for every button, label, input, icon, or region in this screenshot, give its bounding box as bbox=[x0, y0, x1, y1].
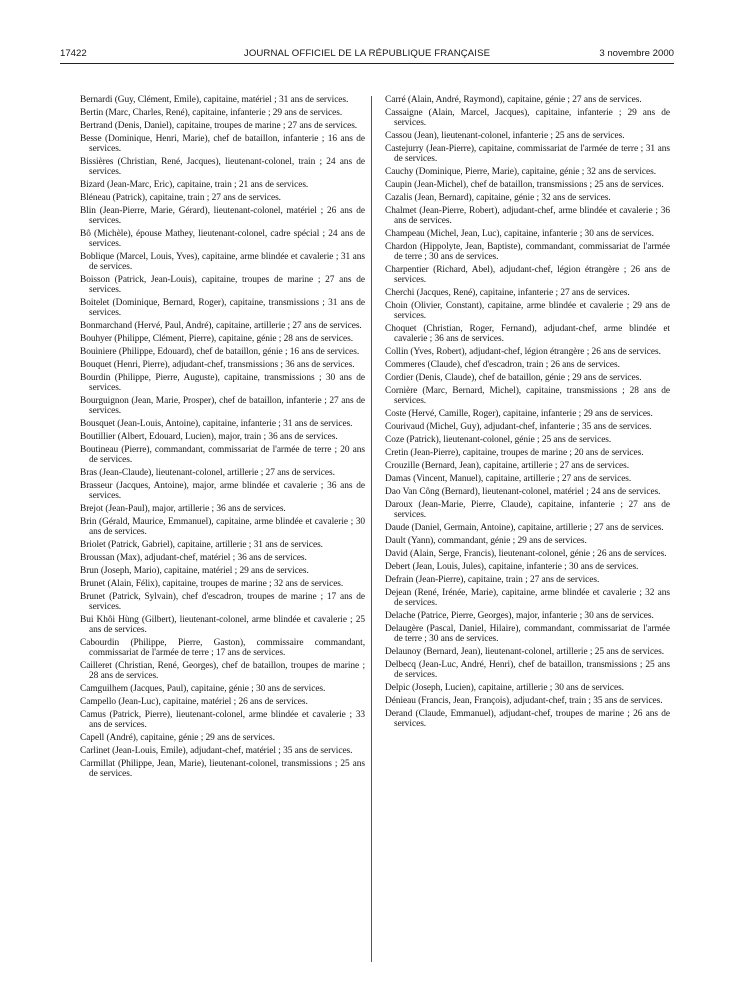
list-item: Champeau (Michel, Jean, Luc), capitaine, infanterie ; 30 ans de services. bbox=[385, 229, 654, 239]
list-item: Dejean (René, Irénée, Marie), capitaine, arme blindée et cavalerie ; 32 ans de services. bbox=[385, 588, 670, 608]
list-item: Camus (Patrick, Pierre), lieutenant-colonel, arme blindée et cavalerie ; 33 ans de services. bbox=[80, 710, 365, 730]
list-item: Cauchy (Dominique, Pierre, Marie), capitaine, génie ; 32 ans de services. bbox=[385, 167, 656, 177]
list-item: Bras (Jean-Claude), lieutenant-colonel, artillerie ; 27 ans de services. bbox=[80, 468, 335, 478]
list-item: Brejot (Jean-Paul), major, artillerie ; 36 ans de services. bbox=[80, 504, 286, 514]
list-item: Cherchi (Jacques, René), capitaine, infanterie ; 27 ans de services. bbox=[385, 288, 630, 298]
page-number: 17422 bbox=[60, 48, 87, 59]
list-item: Bourdin (Philippe, Pierre, Auguste), capitaine, transmissions ; 30 ans de services. bbox=[80, 373, 365, 393]
list-item: Daroux (Jean-Marie, Pierre, Claude), capitaine, infanterie ; 27 ans de services. bbox=[385, 500, 670, 520]
list-item: Boutillier (Albert, Edouard, Lucien), major, train ; 36 ans de services. bbox=[80, 432, 338, 442]
list-item: Courivaud (Michel, Guy), adjudant-chef, infanterie ; 35 ans de services. bbox=[385, 422, 652, 432]
list-item: Cordier (Denis, Claude), chef de bataillon, génie ; 29 ans de services. bbox=[385, 373, 642, 383]
list-item: Boblique (Marcel, Louis, Yves), capitaine, arme blindée et cavalerie ; 31 ans de services. bbox=[80, 252, 365, 272]
list-item: Bourguignon (Jean, Marie, Prosper), chef de bataillon, infanterie ; 27 ans de services. bbox=[80, 396, 365, 416]
list-item: Defrain (Jean-Pierre), capitaine, train ; 27 ans de services. bbox=[385, 575, 600, 585]
list-item: Damas (Vincent, Manuel), capitaine, artillerie ; 27 ans de services. bbox=[385, 474, 632, 484]
list-item: Coste (Hervé, Camille, Roger), capitaine, infanterie ; 29 ans de services. bbox=[385, 409, 653, 419]
list-item: Delaugère (Pascal, Daniel, Hilaire), commandant, commissariat de l'armée de terre ; 30 ans de services. bbox=[385, 624, 670, 644]
list-item: Boitelet (Dominique, Bernard, Roger), capitaine, transmissions ; 31 ans de services. bbox=[80, 298, 365, 318]
right-column bbox=[385, 95, 670, 732]
list-item: Bousquet (Jean-Louis, Antoine), capitaine, infanterie ; 31 ans de services. bbox=[80, 419, 353, 429]
list-item: Briolet (Patrick, Gabriel), capitaine, artillerie ; 31 ans de services. bbox=[80, 540, 323, 550]
list-item: Boutineau (Pierre), commandant, commissariat de l'armée de terre ; 20 ans de services. bbox=[80, 445, 365, 465]
list-item: Cabourdin (Philippe, Pierre, Gaston), commissaire commandant, commissariat de l'armée de terre ; 17 ans de services. bbox=[80, 638, 365, 658]
list-item: Chalmet (Jean-Pierre, Robert), adjudant-chef, arme blindée et cavalerie ; 36 ans de services. bbox=[385, 206, 670, 226]
list-item: Coze (Patrick), lieutenant-colonel, génie ; 25 ans de services. bbox=[385, 435, 612, 445]
list-item: Bouhyer (Philippe, Clément, Pierre), capitaine, génie ; 28 ans de services. bbox=[80, 334, 353, 344]
page-header bbox=[60, 47, 674, 61]
list-item: Delbecq (Jean-Luc, André, Henri), chef de bataillon, transmissions ; 25 ans de services. bbox=[385, 660, 670, 680]
list-item: Carmillat (Philippe, Jean, Marie), lieutenant-colonel, transmissions ; 25 ans de services. bbox=[80, 759, 365, 779]
list-item: Cretin (Jean-Pierre), capitaine, troupes de marine ; 20 ans de services. bbox=[385, 448, 644, 458]
list-item: Brin (Gérald, Maurice, Emmanuel), capitaine, arme blindée et cavalerie ; 30 ans de services. bbox=[80, 517, 365, 537]
list-item: Dénieau (Francis, Jean, François), adjudant-chef, train ; 35 ans de services. bbox=[385, 696, 663, 706]
journal-title: JOURNAL OFFICIEL DE LA RÉPUBLIQUE FRANÇAISE bbox=[243, 48, 491, 59]
list-item: Capell (André), capitaine, génie ; 29 ans de services. bbox=[80, 733, 275, 743]
list-item: Dao Van Công (Bernard), lieutenant-colonel, matériel ; 24 ans de services. bbox=[385, 487, 661, 497]
list-item: Collin (Yves, Robert), adjudant-chef, légion étrangère ; 26 ans de services. bbox=[385, 347, 661, 357]
list-item: Cornière (Marc, Bernard, Michel), capitaine, transmissions ; 28 ans de services. bbox=[385, 386, 670, 406]
list-item: Commeres (Claude), chef d'escadron, train ; 26 ans de services. bbox=[385, 360, 620, 370]
list-item: Carré (Alain, André, Raymond), capitaine, génie ; 27 ans de services. bbox=[385, 95, 642, 105]
list-item: Boisson (Patrick, Jean-Louis), capitaine, troupes de marine ; 27 ans de services. bbox=[80, 275, 365, 295]
list-item: David (Alain, Serge, Francis), lieutenant-colonel, génie ; 26 ans de services. bbox=[385, 549, 667, 559]
list-item: Cazalis (Jean, Bernard), capitaine, génie ; 32 ans de services. bbox=[385, 193, 611, 203]
header-rule bbox=[60, 63, 674, 64]
left-column bbox=[80, 95, 365, 782]
list-item: Bô (Michèle), épouse Mathey, lieutenant-colonel, cadre spécial ; 24 ans de services. bbox=[80, 229, 365, 249]
list-item: Broussan (Max), adjudant-chef, matériel ; 36 ans de services. bbox=[80, 553, 307, 563]
list-item: Crouzille (Bernard, Jean), capitaine, artillerie ; 27 ans de services. bbox=[385, 461, 630, 471]
list-item: Bertin (Marc, Charles, René), capitaine, infanterie ; 29 ans de services. bbox=[80, 108, 343, 118]
list-item: Bui Khôi Hùng (Gilbert), lieutenant-colonel, arme blindée et cavalerie ; 25 ans de services. bbox=[80, 615, 365, 635]
publication-date: 3 novembre 2000 bbox=[599, 48, 674, 59]
list-item: Charpentier (Richard, Abel), adjudant-chef, légion étrangère ; 26 ans de services. bbox=[385, 265, 670, 285]
list-item: Brasseur (Jacques, Antoine), major, arme blindée et cavalerie ; 36 ans de services. bbox=[80, 481, 365, 501]
list-item: Derand (Claude, Emmanuel), adjudant-chef, troupes de marine ; 26 ans de services. bbox=[385, 709, 670, 729]
list-item: Besse (Dominique, Henri, Marie), chef de bataillon, infanterie ; 16 ans de services. bbox=[80, 134, 365, 154]
list-item: Cassou (Jean), lieutenant-colonel, infanterie ; 25 ans de services. bbox=[385, 131, 625, 141]
list-item: Bertrand (Denis, Daniel), capitaine, troupes de marine ; 27 ans de services. bbox=[80, 121, 358, 131]
list-item: Bléneau (Patrick), capitaine, train ; 27 ans de services. bbox=[80, 193, 281, 203]
list-item: Campello (Jean-Luc), capitaine, matériel ; 26 ans de services. bbox=[80, 697, 308, 707]
list-item: Camguilhem (Jacques, Paul), capitaine, génie ; 30 ans de services. bbox=[80, 684, 326, 694]
list-item: Delache (Patrice, Pierre, Georges), major, infanterie ; 30 ans de services. bbox=[385, 611, 654, 621]
list-item: Choquet (Christian, Roger, Fernand), adjudant-chef, arme blindée et cavalerie ; 36 ans de services. bbox=[385, 324, 670, 344]
list-item: Daude (Daniel, Germain, Antoine), capitaine, artillerie ; 27 ans de services. bbox=[385, 523, 664, 533]
list-item: Delaunoy (Bernard, Jean), lieutenant-colonel, artillerie ; 25 ans de services. bbox=[385, 647, 665, 657]
list-item: Cassaigne (Alain, Marcel, Jacques), capitaine, infanterie ; 29 ans de services. bbox=[385, 108, 670, 128]
list-item: Dault (Yann), commandant, génie ; 29 ans de services. bbox=[385, 536, 587, 546]
list-item: Choin (Olivier, Constant), capitaine, arme blindée et cavalerie ; 29 ans de services. bbox=[385, 301, 670, 321]
list-item: Blin (Jean-Pierre, Marie, Gérard), lieutenant-colonel, matériel ; 26 ans de services. bbox=[80, 206, 365, 226]
list-item: Bouiniere (Philippe, Edouard), chef de bataillon, génie ; 16 ans de services. bbox=[80, 347, 360, 357]
list-item: Debert (Jean, Louis, Jules), capitaine, infanterie ; 30 ans de services. bbox=[385, 562, 639, 572]
list-item: Caupin (Jean-Michel), chef de bataillon, transmissions ; 25 ans de services. bbox=[385, 180, 664, 190]
list-item: Bernardi (Guy, Clément, Emile), capitaine, matériel ; 31 ans de services. bbox=[80, 95, 349, 105]
list-item: Bissières (Christian, René, Jacques), lieutenant-colonel, train ; 24 ans de services. bbox=[80, 157, 365, 177]
list-item: Bonmarchand (Hervé, Paul, André), capitaine, artillerie ; 27 ans de services. bbox=[80, 321, 362, 331]
list-item: Bouquet (Henri, Pierre), adjudant-chef, transmissions ; 36 ans de services. bbox=[80, 360, 355, 370]
list-item: Brunet (Alain, Félix), capitaine, troupes de marine ; 32 ans de services. bbox=[80, 579, 344, 589]
column-divider bbox=[371, 96, 372, 962]
list-item: Chardon (Hippolyte, Jean, Baptiste), commandant, commissariat de l'armée de terre ; 30 ans de services. bbox=[385, 242, 670, 262]
list-item: Bizard (Jean-Marc, Eric), capitaine, train ; 21 ans de services. bbox=[80, 180, 309, 190]
list-item: Brunet (Patrick, Sylvain), chef d'escadron, troupes de marine ; 17 ans de services. bbox=[80, 592, 365, 612]
list-item: Brun (Joseph, Mario), capitaine, matériel ; 29 ans de services. bbox=[80, 566, 309, 576]
list-item: Delpic (Joseph, Lucien), capitaine, artillerie ; 30 ans de services. bbox=[385, 683, 624, 693]
list-item: Cailleret (Christian, René, Georges), chef de bataillon, troupes de marine ; 28 ans de services. bbox=[80, 661, 365, 681]
list-item: Carlinet (Jean-Louis, Emile), adjudant-chef, matériel ; 35 ans de services. bbox=[80, 746, 353, 756]
list-item: Castejurry (Jean-Pierre), capitaine, commissariat de l'armée de terre ; 31 ans de services. bbox=[385, 144, 670, 164]
